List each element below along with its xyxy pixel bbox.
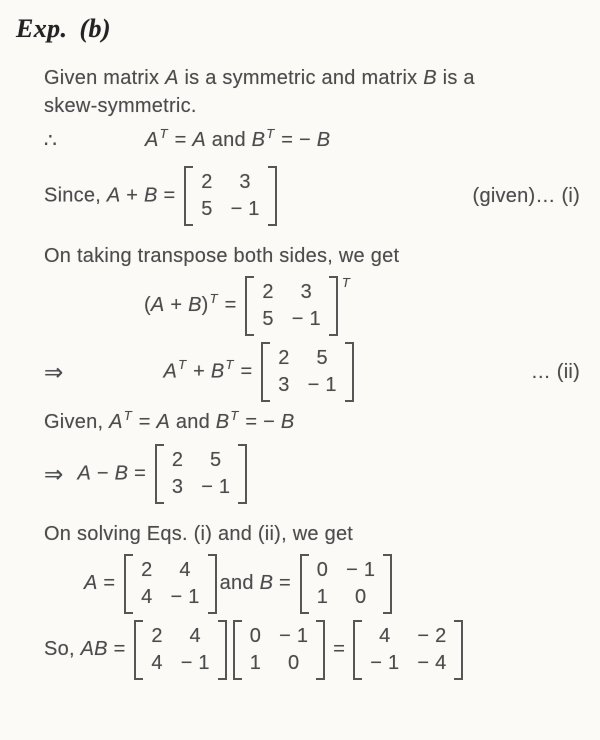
matrix-bracket-left bbox=[155, 444, 164, 504]
text-run: Given, bbox=[44, 411, 110, 433]
matrix-bracket-left bbox=[134, 620, 143, 680]
matrix-cells bbox=[133, 554, 207, 614]
matrix-cell: 5 bbox=[201, 198, 213, 220]
text-run: = bbox=[132, 411, 157, 433]
math-var: B bbox=[144, 184, 158, 207]
given-2-line bbox=[44, 408, 580, 438]
matrix-cell: 3 bbox=[239, 171, 251, 193]
text-run: = bbox=[107, 638, 132, 661]
math-sup: T bbox=[230, 408, 239, 423]
math-var: A bbox=[163, 360, 178, 383]
since-line bbox=[44, 166, 580, 226]
text-run: is a symmetric and matrix bbox=[178, 67, 424, 89]
matrix-ab-factor-1 bbox=[134, 620, 226, 680]
matrix-cells bbox=[193, 166, 267, 226]
equation-ii-line bbox=[44, 342, 580, 402]
transpose-equation-line bbox=[144, 276, 580, 336]
matrix-a-minus-b bbox=[155, 444, 247, 504]
matrix-cell: 2 bbox=[151, 625, 163, 647]
matrix-cell: − 1 bbox=[230, 198, 260, 220]
implies-arrow-icon: ⇒ bbox=[44, 461, 64, 487]
heading-part-label: (b) bbox=[79, 14, 111, 43]
matrix-bracket-right bbox=[329, 276, 338, 336]
matrix-transpose-rhs bbox=[245, 276, 337, 336]
matrix-cell: 1 bbox=[249, 652, 262, 674]
matrix-ab-result bbox=[353, 620, 463, 680]
text-run: + bbox=[187, 360, 211, 383]
heading-exp: Exp. bbox=[16, 14, 68, 43]
product-equation bbox=[44, 625, 466, 674]
matrix-cell: 4 bbox=[179, 559, 191, 581]
therefore-symbol: ∴ bbox=[44, 130, 57, 152]
therefore-line bbox=[44, 126, 580, 156]
text-run: ) bbox=[201, 294, 209, 317]
text-run: = bbox=[97, 572, 122, 595]
matrix-cells bbox=[143, 620, 217, 680]
math-var: A bbox=[156, 411, 171, 433]
math-var: B bbox=[251, 129, 266, 151]
text-run: is a bbox=[436, 67, 475, 89]
since-equation bbox=[44, 166, 280, 226]
matrix-cell: 2 bbox=[278, 347, 290, 369]
text-run: and bbox=[170, 411, 216, 433]
matrix-bracket-left bbox=[233, 620, 242, 680]
matrix-bracket-left bbox=[300, 554, 309, 614]
matrix-bracket-right bbox=[238, 444, 247, 504]
text-run: So, bbox=[44, 638, 81, 661]
text-run: = − bbox=[239, 411, 281, 433]
matrix-a-plus-b bbox=[184, 166, 276, 226]
text-run: ( bbox=[144, 294, 151, 317]
matrix-cell: 0 bbox=[288, 652, 300, 674]
matrix-cells bbox=[164, 444, 238, 504]
math-sup: T bbox=[159, 126, 168, 141]
text-run: and bbox=[219, 572, 260, 595]
intro-line-1 bbox=[44, 64, 580, 92]
text-run: − bbox=[91, 462, 115, 485]
matrix-cell: 4 bbox=[151, 652, 163, 674]
matrix-cell: 5 bbox=[262, 308, 274, 330]
text-run: = bbox=[218, 294, 243, 317]
equation-annotation-ii: … (ii) bbox=[530, 361, 580, 383]
math-sup: T bbox=[209, 291, 218, 307]
matrix-cell: 3 bbox=[171, 476, 184, 498]
matrix-bracket-right bbox=[454, 620, 463, 680]
matrix-bracket-right bbox=[268, 166, 277, 226]
matrix-cell: 4 bbox=[189, 625, 201, 647]
matrix-cell: 2 bbox=[262, 281, 274, 303]
product-line bbox=[44, 620, 580, 680]
matrix-cells bbox=[270, 342, 344, 402]
math-var: A bbox=[106, 184, 121, 207]
matrix-cell: 1 bbox=[316, 586, 329, 608]
matrix-cells bbox=[362, 620, 454, 680]
matrix-a bbox=[124, 554, 216, 614]
matrix-bracket-left bbox=[353, 620, 362, 680]
matrix-cell: 4 bbox=[141, 586, 153, 608]
math-var: B bbox=[316, 129, 331, 151]
equation-annotation-i: (given)… (i) bbox=[472, 185, 580, 207]
matrix-cells bbox=[242, 620, 316, 680]
math-var: B bbox=[259, 572, 274, 595]
matrix-cell: 4 bbox=[379, 625, 391, 647]
matrix-bracket-left bbox=[261, 342, 270, 402]
matrix-bracket-right bbox=[208, 554, 217, 614]
matrix-cell: − 1 bbox=[291, 308, 321, 330]
matrix-cell: − 1 bbox=[180, 652, 210, 674]
matrix-bracket-right bbox=[218, 620, 227, 680]
text-run: = bbox=[273, 572, 297, 595]
math-var: A bbox=[84, 572, 98, 595]
matrix-cell: − 4 bbox=[417, 652, 447, 674]
therefore-equation bbox=[145, 126, 330, 156]
math-var: B bbox=[423, 67, 437, 89]
matrix-cells bbox=[254, 276, 328, 336]
matrix-bracket-right bbox=[345, 342, 354, 402]
matrix-cell: 5 bbox=[210, 449, 222, 471]
matrix-cell: 3 bbox=[278, 374, 290, 396]
text-run: = bbox=[157, 184, 182, 207]
matrix-cell: 5 bbox=[316, 347, 328, 369]
transpose-text: On taking transpose both sides, we get bbox=[44, 245, 400, 267]
matrix-cell: 2 bbox=[201, 171, 213, 193]
matrix-cell: − 1 bbox=[170, 586, 200, 608]
text-run: and bbox=[205, 129, 252, 151]
math-var: B bbox=[188, 294, 202, 317]
text-run: + bbox=[164, 294, 189, 317]
a-minus-b-equation bbox=[78, 444, 251, 504]
matrix-cell: − 1 bbox=[201, 476, 231, 498]
equals-sign: = bbox=[333, 638, 346, 661]
math-var: A bbox=[77, 462, 92, 485]
solution-line bbox=[84, 554, 580, 614]
math-var: A bbox=[165, 67, 179, 89]
text-run: Since, bbox=[44, 184, 107, 207]
matrix-cell: − 2 bbox=[417, 625, 447, 647]
matrix-transpose-sup: T bbox=[341, 275, 351, 291]
math-var: B bbox=[215, 411, 230, 433]
matrix-bracket-left bbox=[245, 276, 254, 336]
text-run: + bbox=[120, 184, 145, 207]
matrix-cells bbox=[309, 554, 383, 614]
matrix-bracket-right bbox=[383, 554, 392, 614]
intro-line-2: skew-symmetric. bbox=[44, 95, 197, 117]
equation-ii bbox=[164, 342, 357, 402]
matrix-cell: 3 bbox=[300, 281, 312, 303]
matrix-cell: 0 bbox=[249, 625, 262, 647]
exercise-heading bbox=[16, 12, 580, 46]
math-var: A bbox=[192, 129, 206, 151]
text-run: = bbox=[128, 462, 152, 485]
a-minus-b-line bbox=[44, 444, 580, 504]
math-var: AB bbox=[80, 638, 108, 661]
matrix-eq-ii bbox=[261, 342, 353, 402]
math-var: A bbox=[144, 129, 159, 151]
matrix-cell: − 1 bbox=[279, 625, 309, 647]
solving-text: On solving Eqs. (i) and (ii), we get bbox=[44, 523, 354, 545]
text-run: = bbox=[168, 129, 193, 151]
math-sup: T bbox=[123, 408, 132, 423]
matrix-cell: − 1 bbox=[307, 374, 337, 396]
matrix-cell: 2 bbox=[141, 559, 153, 581]
math-var: B bbox=[210, 360, 225, 383]
matrix-bracket-right bbox=[316, 620, 325, 680]
matrix-bracket-left bbox=[184, 166, 193, 226]
text-run: = − bbox=[275, 129, 317, 151]
matrix-ab-factor-2 bbox=[233, 620, 325, 680]
matrix-b bbox=[300, 554, 392, 614]
math-var: B bbox=[114, 462, 129, 485]
text-run: Given matrix bbox=[44, 67, 166, 89]
solution-equation bbox=[84, 559, 395, 608]
solution-content bbox=[16, 64, 580, 680]
matrix-cell: − 1 bbox=[370, 652, 400, 674]
text-run: = bbox=[234, 360, 259, 383]
math-sup: T bbox=[178, 357, 187, 373]
matrix-cell: 0 bbox=[354, 586, 367, 608]
matrix-bracket-left bbox=[124, 554, 133, 614]
math-sup: T bbox=[225, 357, 234, 373]
transpose-equation bbox=[144, 275, 351, 330]
implies-arrow-icon: ⇒ bbox=[44, 359, 64, 385]
math-var: B bbox=[280, 411, 295, 433]
math-var: A bbox=[150, 294, 165, 317]
matrix-cell: 2 bbox=[171, 449, 184, 471]
math-sup: T bbox=[266, 126, 275, 141]
math-var: A bbox=[109, 411, 123, 433]
matrix-cell: − 1 bbox=[346, 559, 376, 581]
matrix-cell: 0 bbox=[316, 559, 329, 581]
